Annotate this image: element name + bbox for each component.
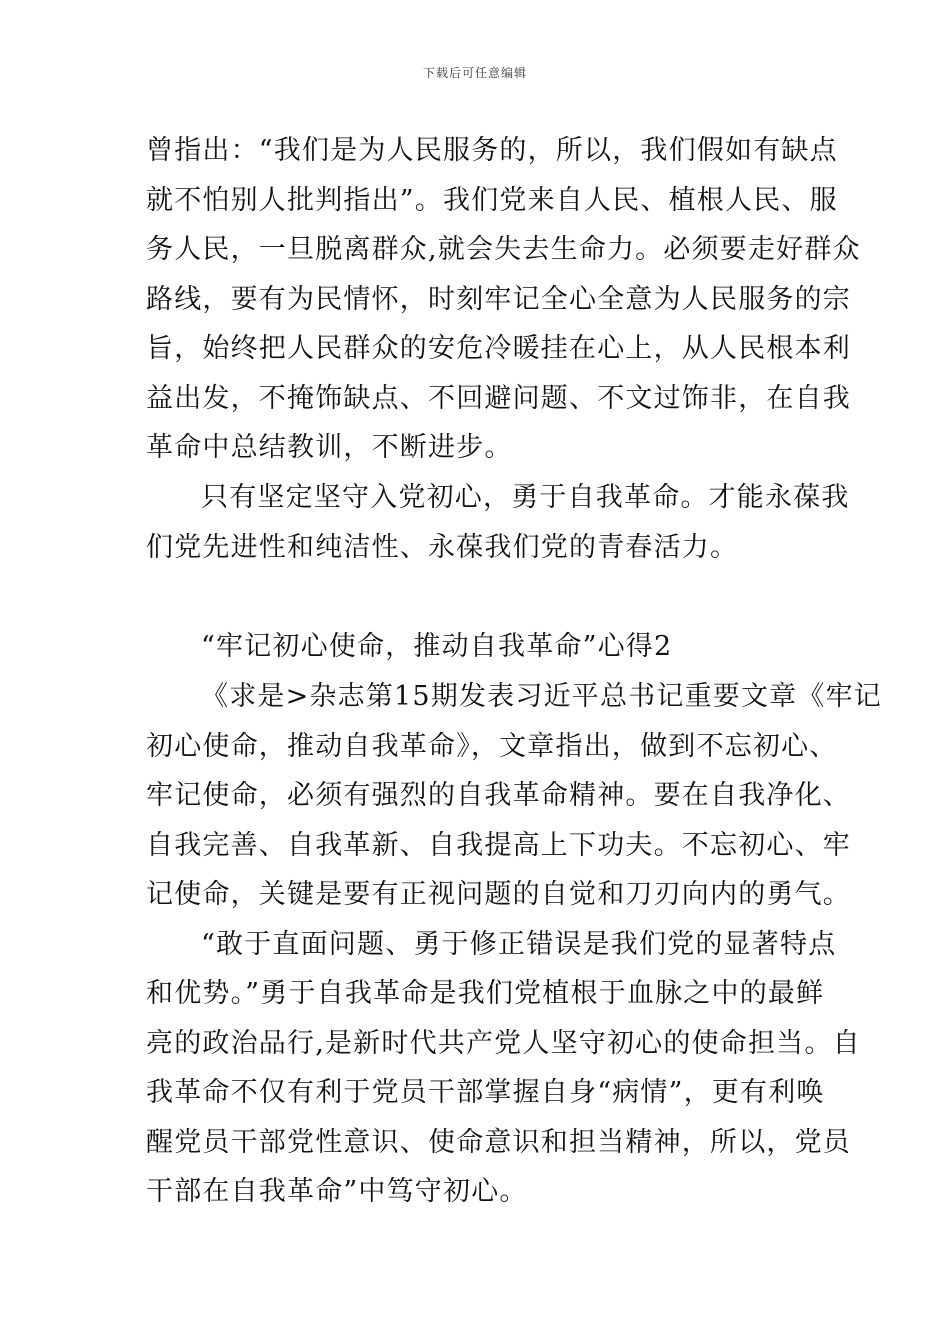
paragraph3-line-1: 《求是>杂志第15期发表习近平总书记重要文章《牢记 (201, 681, 882, 712)
paragraph1-line-1: 曾指出：“我们是为人民服务的，所以，我们假如有缺点 (146, 135, 838, 166)
paragraph3-line-5: 记使命，关键是要有正视问题的自觉和刀刃向内的勇气。 (146, 879, 851, 910)
paragraph4-line-1: “敢于直面问题、勇于修正错误是我们党的显著特点 (201, 929, 837, 960)
paragraph4-line-3: 亮的政治品行,是新时代共产党人坚守初心的使命担当。自 (146, 1028, 861, 1059)
paragraph1-line-2: 就不怕别人批判指出”。我们党来自人民、植根人民、服 (146, 185, 838, 216)
paragraph1-line-7: 革命中总结教训，不断进步。 (146, 432, 513, 463)
paragraph2-line-2: 们党先进性和纯洁性、永葆我们党的青春活力。 (146, 532, 739, 563)
paragraph4-line-5: 醒党员干部党性意识、使命意识和担当精神，所以，党员 (146, 1127, 851, 1158)
paragraph4-line-6: 干部在自我革命”中笃守初心。 (146, 1176, 528, 1207)
paragraph3-line-2: 初心使命，推动自我革命》，文章指出，做到不忘初心、 (146, 731, 838, 762)
paragraph2-line-1: 只有坚定坚守入党初心，勇于自我革命。才能永葆我 (201, 482, 850, 513)
header-note: 下载后可任意编辑 (422, 66, 527, 80)
section-title: “牢记初心使命，推动自我革命”心得2 (201, 631, 673, 662)
paragraph4-line-2: 和优势。”勇于自我革命是我们党植根于血脉之中的最鲜 (146, 978, 825, 1009)
paragraph1-line-3: 务人民，一旦脱离群众,就会失去生命力。必须要走好群众 (146, 234, 861, 265)
paragraph3-line-4: 自我完善、自我革新、自我提高上下功夫。不忘初心、牢 (146, 830, 851, 861)
paragraph1-line-6: 益出发，不掩饰缺点、不回避问题、不文过饰非，在自我 (146, 383, 851, 414)
paragraph3-line-3: 牢记使命，必须有强烈的自我革命精神。要在自我净化、 (146, 780, 851, 811)
paragraph4-line-4: 我革命不仅有利于党员干部掌握自身“病情”，更有利唤 (146, 1077, 825, 1108)
paragraph1-line-4: 路线，要有为民情怀，时刻牢记全心全意为人民服务的宗 (146, 284, 851, 315)
paragraph1-line-5: 旨，始终把人民群众的安危冷暖挂在心上，从人民根本利 (146, 333, 851, 364)
